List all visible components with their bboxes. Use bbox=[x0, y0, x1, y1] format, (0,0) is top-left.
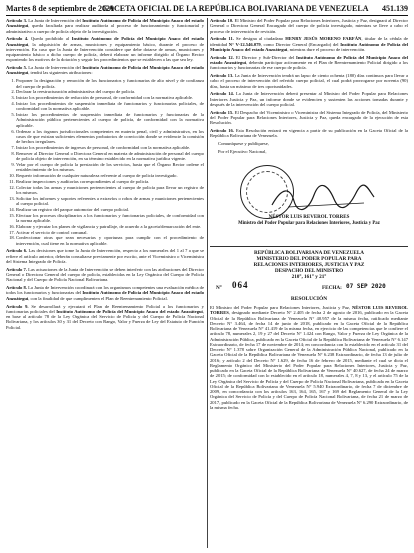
list-item: 11. Realizar inspecciones y auditorías correspondientes al cuerpo de policía. bbox=[16, 179, 204, 184]
list-item: 18. Confeccionar otras que sean necesarias y oportunas para cumplir con el procedimiento de intervención, cual tiene en la normativa aplicable. bbox=[16, 235, 204, 246]
signature-block bbox=[210, 157, 408, 243]
list-item: 1. Proponer la designación y remoción de los funcionarios y funcionarias de alto nivel y de confianza del cuerpo de policía. bbox=[16, 78, 204, 89]
list-item: 16. Elaborar y ejecutar los planes de vigilancia y patrullaje, de acuerdo a la gaceta/demarcación del ente. bbox=[16, 224, 204, 229]
section-separator bbox=[210, 246, 408, 247]
list-item: 9. Velar por el cuerpo de policía la prestación de los servicios, hasta que el Órgano Rector ordene el restablecimiento de los mismos. bbox=[16, 162, 204, 173]
signer-role: Ministro del Poder Popular para Relaciones Interiores, Justicia y Paz bbox=[238, 220, 380, 226]
article-13: Artículo 13. La Junta de Intervención tendrá un lapso de ciento ochenta (180) días continuos para llevar a cabo el proceso de intervención del referido cuerpo policial, el cual podrá prorrogarse por noventa (90) días, hasta un máximo de tres oportunidades. bbox=[210, 73, 408, 89]
resolution-heading: REPÚBLICA BOLIVARIANA DE VENEZUELA MINISTERIO DEL PODER POPULAR PARA RELACIONES INTERIORES, JUSTICIA Y PAZ DESPACHO DEL MINISTRO 210°, 161° y 21° bbox=[253, 249, 365, 280]
resolution-title: RESOLUCIÓN bbox=[290, 295, 328, 302]
right-column bbox=[210, 18, 408, 413]
article-12: Artículo 12. El Director y Sub-Director del Instituto Autónomo de Policía del Municipio Anaco del estado Anzoátegui, deberán participar activamente en el Plan de Reentrenamiento Policial dirigido a los funcionarios y funcionarias de ese cuerpo de policía. bbox=[210, 54, 408, 71]
resolution-number-label: N° bbox=[216, 284, 222, 291]
list-item: 14. Realizar un registro del parque automotor del cuerpo policial. bbox=[16, 207, 204, 212]
article-8: Artículo 8. La Junta de Intervención coordinará con los organismos competentes una evaluación médica de todos los funcionarios y funcionarias del Instituto Autónomo de Policía del Municipio Anaco del estado Anzoátegui, con la finalidad de que cumplimenten el Plan de Reentrenamiento Policial. bbox=[6, 285, 204, 301]
list-item: 5. Iniciar los procedimientos de suspensión inmediata de funcionarios y funcionarias de la Administración pública pertenecientes al cuerpo de policía, de conformidad con la normativa aplicable. bbox=[16, 112, 204, 128]
list-item: 13. Solicitar los informes y soportes referentes a extravíos o robos de armas y municiones pertenecientes al cuerpo policial. bbox=[16, 196, 204, 207]
resolution-number: 064 bbox=[232, 279, 249, 290]
resolution-body: El Ministro del Poder Popular para Relaciones Interiores, Justicia y Paz, NÉSTOR LUIS REVEROL TORRES, designado mediante Decreto N° 2.405 de fecha 2 de agosto de 2016, publicado en la Gaceta Oficial de la República Bolivariana de Venezuela N° 40.957 de la misma fecha, ratificado mediante Decreto N° 3.464, de fecha 14 de junio de 2018, publicado en la Gaceta Oficial de la República Bolivariana de Venezuela N° 41.419 de la misma fecha, en ejercicio de las competencias que le confiere el artículo 78, numerales 2, 19 y 27 del Decreto N° 1.424 con Rango, Valor y Fuerza de Ley Orgánica de la Administración Pública, publicado en la Gaceta Oficial de la República Bolivariana de Venezuela N° 6.147 Extraordinario, de fecha 17 de noviembre de 2014; en concordancia con lo establecido en el artículo 31 del Decreto N° 1.378 sobre Organización General de la Administración Pública Nacional, publicado en la Gaceta Oficial de la República Bolivariana de Venezuela N° 6.238 Extraordinario, de fecha 13 de julio de 2016; y artículo 2 del Decreto N° 1.629, de fecha 16 de febrero de 2015, mediante el cual se dicta el Reglamento Orgánico del Ministerio del Poder Popular para Relaciones Interiores, Justicia y Paz, publicado en la Gaceta Oficial de la República Bolivariana de Venezuela N° 40.627, de fecha 24 de marzo de 2015; de conformidad con lo establecido en el artículo 18, numerales 4, 7, 8 y 13, y el artículo 75 de la Ley Orgánica del Servicio de Policía y del Cuerpo de Policía Nacional Bolivariana, publicada en la Gaceta Oficial de la República Bolivariana de Venezuela N° 5.940 Extraordinario, de fecha 7 de diciembre de 2009, en concordancia con los artículos 163, 164, 165, 167 y 169 del Reglamento General de la Ley Orgánica del Servicio de Policía y del Cuerpo de Policía Nacional Bolivariana, de fecha 21 de marzo de 2017, publicado en la Gaceta Oficial de la República Bolivariana de Venezuela N° 6.290 Extraordinario, de la misma fecha. bbox=[210, 305, 408, 410]
gazette-header bbox=[6, 3, 408, 16]
list-item: 15. Efectuar los procesos disciplinarios a los funcionarios y funcionarias policiales, de conformidad con la norma aplicable. bbox=[16, 213, 204, 224]
list-item: 8. Remover al Director General o Directora General en materia de administración de personal del cuerpo de policía objeto de intervención, en su término establecido en la normativa jurídica vigente. bbox=[16, 151, 204, 162]
article-5-list bbox=[6, 78, 204, 246]
list-item: 7. Iniciar los procedimientos de ingresos de personal, de conformidad con la normativa aplicable. bbox=[16, 145, 204, 150]
resolution-date-label: FECHA: bbox=[322, 284, 342, 291]
article-14: Artículo 14. La Junta de Intervención deberá presentar al Ministro del Poder Popular para Relaciones Interiores Justicia y Paz, un informe donde se evidencien y sustenten las acciones tomadas durante y después de la intervención del cuerpo policial. bbox=[210, 91, 408, 107]
list-item: 6. Ordenar a los órganos jurisdiccionales competentes en materia penal, civil y administrativa, en los casos de que existan suficientes elementos probatorios de convicción donde se evidencie la comisión de hechos irregulares. bbox=[16, 129, 204, 145]
list-item: 17. Activar el servicio de control comunal. bbox=[16, 230, 204, 235]
article-5: Artículo 5. La Junta de Intervención del Instituto Autónomo de Policía del Municipio Anaco del estado Anzoátegui, tendrá las siguientes atribuciones: bbox=[6, 65, 204, 76]
article-4: Artículo 4. Queda prohibido al Instituto Autónomo de Policía del Municipio Anaco del estado Anzoátegui, la adquisición de armas, municiones y equipamiento básico, durante el proceso de intervención. En caso que la Junta de Intervención considere que debe dotarse de armas, municiones y equipamiento básico a dicho cuerpo de policía, deberá elaborar un informe dirigido al Órgano Rector exponiendo los motivos de la dotación y seguir los procedimientos que se establecen a las que sea ley. bbox=[6, 36, 204, 63]
article-15: Artículo 15. El Despacho del Viceministro o Viceministra del Sistema Integrado de Policía, del Ministerio del Poder Popular para Relaciones Interiores, Justicia y Paz, queda encargado de la ejecución de esta Resolución. bbox=[210, 109, 408, 126]
list-item: 10. Requerir información de cualquier naturaleza referente al cuerpo de policía investigado. bbox=[16, 173, 204, 178]
article-3: Artículo 3. La Junta de Intervención del Instituto Autónomo de Policía del Municipio Anaco del estado Anzoátegui, queda facultada para realizar auditoría al proceso de funcionamiento y funcionarial y administrativo a cuerpo de policía objeto de la investigación. bbox=[6, 18, 204, 34]
list-item: 2. Declarar la reestructuración administrativa del cuerpo de policía. bbox=[16, 89, 204, 94]
article-7: Artículo 7. Las actuaciones de la Junta de Intervención se deben interferir con las atribuciones del Director General o Directora General del cuerpo de policía, establecidas en la Ley Orgánica del Cuerpo de Policía Nacional y del Cuerpo de Policía Nacional Bolivariana. bbox=[6, 266, 204, 283]
resolution-date: 07 SEP 2020 bbox=[346, 282, 386, 290]
closing-line-1: Comuníquese y publíquese, bbox=[218, 141, 269, 147]
signer-name: NÉSTOR LUIS REVEROL TORRES bbox=[268, 214, 350, 220]
header-date: Martes 8 de septiembre de 2020 bbox=[6, 4, 115, 13]
article-11: Artículo 11. Se designa al ciudadano HENRY JESÚS MORENO FARFÁN, titular de la cédula de identidad N° V-12.546.079, como Director General (Encargado) del Instituto Autónomo de Policía del Municipio Anaco del estado Anzoátegui, mientras dure el proceso de intervención. bbox=[210, 36, 409, 52]
header-number: 451.139 bbox=[382, 4, 408, 13]
closing-line-2: Por el Ejecutivo Nacional, bbox=[218, 149, 267, 154]
column-divider bbox=[207, 18, 208, 548]
header-title: GACETA OFICIAL DE LA REPÚBLICA BOLIVARIANA DE VENEZUELA bbox=[102, 4, 369, 13]
list-item: 3. Iniciar los procedimientos de reducción de personal, de conformidad con la normativa aplicable. bbox=[16, 95, 204, 100]
signature-icon bbox=[268, 183, 378, 213]
article-9: Artículo 9. Se desarrollará y ejecutará el Plan de Reentrenamiento Policial a los funcionarios y funcionarias policiales del Instituto Autónomo de Policía del Municipio Anaco del estado Anzoátegui, en base al artículo 78 de la Ley Orgánica del Servicio de Policía y del Cuerpo de Policía Nacional Bolivariana, y los artículos 30 y 31 del Decreto con Rango, Valor y Fuerza de Ley del Estatuto de Función Policial. bbox=[6, 303, 204, 330]
article-10: Artículo 10. El Ministro del Poder Popular para Relaciones Interiores, Justicia y Paz, designará al Director General o Directora General Encargado del cuerpo de policía investigado, mientras se lleve a cabo el proceso de intervención de revisión. bbox=[210, 18, 408, 34]
list-item: 12. Colectar todas las armas y municiones pertenecientes al cuerpo de policía para llevar un registro de los mismos. bbox=[16, 185, 204, 196]
resolution-number-date bbox=[210, 279, 408, 297]
article-6: Artículo 6. Las decisiones que tome la Junta de Intervención, respecto a los numerales del 1 al 7 a que se refiere el artículo anterior, deberán consultarse previamente por escrito, ante el Viceministro o Viceministra del Sistema Integrado de Policía. bbox=[6, 248, 204, 264]
left-column bbox=[6, 18, 204, 332]
list-item: 4. Iniciar los procedimientos de suspensión inmediata de funcionarios y funcionarias policiales, de conformidad con la normativa aplicable. bbox=[16, 101, 204, 112]
article-16: Artículo 16. Esta Resolución entrará en vigencia a partir de su publicación en la Gaceta Oficial de la República Bolivariana de Venezuela. bbox=[210, 128, 408, 139]
